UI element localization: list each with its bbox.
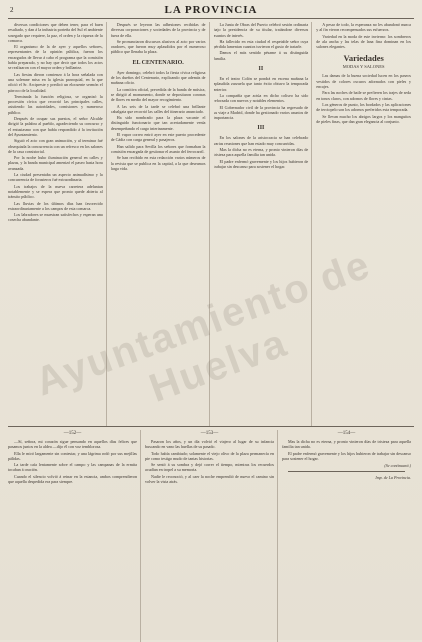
paragraph: Pasaron los años, y un día volvió el viajero al lugar de su infancia buscando en vano las huellas de su pasado. (145, 439, 274, 450)
section-heading-variedades: Variedades (343, 53, 384, 64)
paragraph: A pesar de todo, la esperanza no les abandonó nunca y al fin vieron recompensados sus esfuerzos. (316, 22, 411, 33)
paragraph: Los géneros de punto, los bordados y las aplicaciones de terciopelo son los adornos preferidos esta temporada. (316, 101, 411, 113)
page-number: 2 (10, 6, 14, 14)
paragraph: Después se leyeron las adhesiones recibidas de diversas corporaciones y sociedades de la provincia y de fuera de ella. (110, 22, 206, 38)
paragraph: La tarde caía lentamente sobre el campo y las campanas de la ermita tocaban á oración. (8, 462, 137, 473)
paragraph: El Gobernador civil de la provincia ha regresado de su viaje a Madrid, donde ha gestionado varios asuntos de importancia. (213, 104, 309, 121)
masthead-title: LA PROVINCIA (164, 4, 258, 16)
paragraph: Variedad en la moda de este invierno: los sombreros de ala ancha y las telas de lana fina dominan en los salones elegantes. (316, 33, 411, 50)
divider (288, 471, 405, 472)
paragraph: Todo había cambiado; solamente el viejo olivo de la plaza permanecía en pie como testigo mudo de tantas historias. (145, 450, 274, 461)
section-heading-centenario: EL CENTENARIO. (132, 59, 184, 66)
paragraph: Se sentó á su sombra y dejó correr el tiempo, mientras los recuerdos acudían en tropel a su memoria. (145, 462, 274, 473)
column-2 (111, 22, 210, 426)
column-4 (316, 22, 414, 426)
archive-watermark: Ayuntamiento de Huelva (29, 242, 377, 411)
section-heading-ii: II (258, 66, 264, 73)
paragraph: El vapor correo entró ayer en este puerto procedente de Cádiz con carga general y pasajeros. (110, 132, 206, 143)
column-3 (214, 22, 313, 426)
paragraph: En los salones de la aristocracia se han celebrado varias reuniones que han estado muy concurridas. (213, 135, 309, 146)
paragraph: Las damas de la buena sociedad lucen en los paseos vestidos de colores oscuros adornados con pieles y encajes. (316, 73, 411, 90)
bottom-band (8, 430, 414, 642)
paragraph: La compañía que actúa en dicho coliseo ha sido reforzada con nuevos y notables elementos. (213, 92, 309, 104)
paragraph: Por la noche hubo iluminación general en calles y plazas, y la banda municipal amenizó el paseo hasta hora avanzada. (8, 155, 103, 171)
serial-page-number: —154— (337, 431, 356, 436)
paragraph: Nadie le reconoció, y al caer la noche emprendió de nuevo el camino sin volver la vista atrás. (145, 473, 274, 485)
paragraph: Ayer domingo, celebró todos la fiesta cívica religiosa de los dueños del Centenario, explicando que además de mañana oficio. (110, 69, 206, 86)
paragraph: Damos el más sentido pésame á su distinguida familia. (213, 50, 309, 61)
paragraph: diversas condiciones que deben tener, para el buen resultado, y dan á la industria porteña del Sul el ambiente sosegado que requiere, la paz, el orden y la riqueza de la comarca. (8, 22, 103, 43)
paragraph: El organismo de la de ayer y aquellos señores, representantes de la opinión pública, fueron los encargados de llevar á cabo el programa que la comisión había preparado, y no hay que decir que todos los actos se realizaron con el mayor orden y brillantez. (8, 44, 103, 71)
paragraph: En el teatro Colón se pondrá en escena mañana la aplaudida zarzuela que tanto éxito obtuvo la temporada anterior. (213, 76, 309, 92)
paragraph: Siguió el acto con gran animación, y al terminar fué obsequiada la concurrencia con un refresco en los salones de la casa consistorial. (8, 138, 103, 154)
paragraph: Terminada la función religiosa, se organizó la procesión cívica que recorrió las principales calles, asistiendo las autoridades, comisiones y numeroso público. (8, 93, 103, 115)
paragraph: Se pronunciaron discursos alusivos al acto por varios oradores, que fueron muy aplaudidos por el numeroso público que llenaba la plaza. (110, 38, 206, 55)
paragraph: Mas la dicha no es eterna, y pronto vinieron días de tristeza para aquella familia tan unida. (213, 147, 309, 158)
paragraph: El padre enfermó gravemente y los hijos hubieron de trabajar sin descanso para sostener el hogar. (213, 158, 309, 169)
paragraph: Han salido para Sevilla los señores que formaban la comisión encargada de gestionar el asunto del ferrocarril. (110, 143, 206, 154)
paragraph: Los labradores se muestran satisfechos y esperan una cosecha abundante. (8, 212, 103, 223)
paragraph: Ella le miró largamente sin contestar, y una lágrima rodó por sus mejillas pálidas. (8, 450, 137, 461)
section-subheading-modas: MODAS Y SALONES (342, 64, 385, 70)
paragraph: La ciudad presentaba un aspecto animadísimo y la concurrencia de forasteros fué extraordinaria. (8, 172, 103, 183)
paragraph: Para las noches de baile se prefieren los trajes de seda en tonos claros, con adornos de flores y cintas. (316, 90, 411, 101)
paragraph: Las lluvias de los últimos días han favorecido extraordinariamente a los campos de esta comarca. (8, 200, 103, 211)
column-1 (8, 22, 107, 426)
paragraph: Después de ocupar sus puestos, el señor Alcalde dirigió la palabra al pueblo, agradeciendo su concurso y el entusiasmo con que había respondido á la invitación del Ayuntamiento. (8, 116, 103, 137)
paragraph: Los trabajos de la nueva carretera adelantan notablemente y se espera que pronto quede abierta al tránsito público. (8, 183, 103, 200)
paragraph: Ha sido nombrado para la plaza vacante el distinguido funcionario que tan acertadamente venía desempeñando el cargo interinamente. (110, 115, 206, 131)
paragraph: —Sí, señora, mi corazón sigue pensando en aquellos días felices que pasamos juntos en la aldea —dijo él con voz temblorosa. (8, 439, 137, 450)
serial-page-number: —152— (63, 431, 82, 436)
paragraph: La comitiva oficial, precedida de la banda de música, se dirigió al monumento, donde se depositaron coronas de flores en medio del mayor recogimiento. (110, 86, 206, 103)
paragraph: Se llevan mucho los abrigos largos y los manguitos de pieles finas, que dan gran elegancia al conjunto. (316, 113, 411, 124)
serial-column-3 (282, 430, 414, 642)
section-heading-iii: III (257, 125, 265, 132)
serial-column-1 (8, 430, 141, 642)
printer-imprint: Imp. de La Provincia. (375, 475, 411, 481)
paragraph: La Junta de Obras del Puerto celebró sesión ordinaria bajo la presidencia de su titular, tratándose diversos asuntos de interés. (213, 22, 309, 38)
to-be-continued: (Se continuará.) (384, 463, 411, 469)
paragraph: Se han recibido en esta redacción varios números de la revista que se publica en la capital, a la que deseamos larga vida. (110, 155, 206, 171)
paragraph: El padre enfermó gravemente y los hijos hubieron de trabajar sin descanso para sostener el hogar. (282, 450, 411, 461)
paragraph: Cuando el silencio volvió á reinar en la estancia, ambos comprendieron que aquella despedida era para siempre. (8, 473, 137, 485)
serial-column-2 (145, 430, 278, 642)
paragraph: A las seis de la tarde se celebró una brillante cabalgata que recorrió las calles del itinerario anunciado. (110, 103, 206, 114)
page-header (8, 4, 414, 19)
paragraph: Las fiestas dieron comienzo á la hora señalada con una solemne misa en la iglesia parroquial, en la que ofició el Sr. Arcipreste y predicó un elocuente sermón el párroco de la localidad. (8, 71, 103, 93)
paragraph: Mas la dicha no es eterna, y pronto vinieron días de tristeza para aquella familia tan unida. (282, 439, 411, 450)
top-band (8, 22, 414, 427)
serial-page-number: —153— (200, 431, 219, 436)
paragraph: Ha fallecido en esta ciudad el respetable señor cuya pérdida lamentan cuantos tuvieron el gusto de tratarle. (213, 38, 309, 50)
